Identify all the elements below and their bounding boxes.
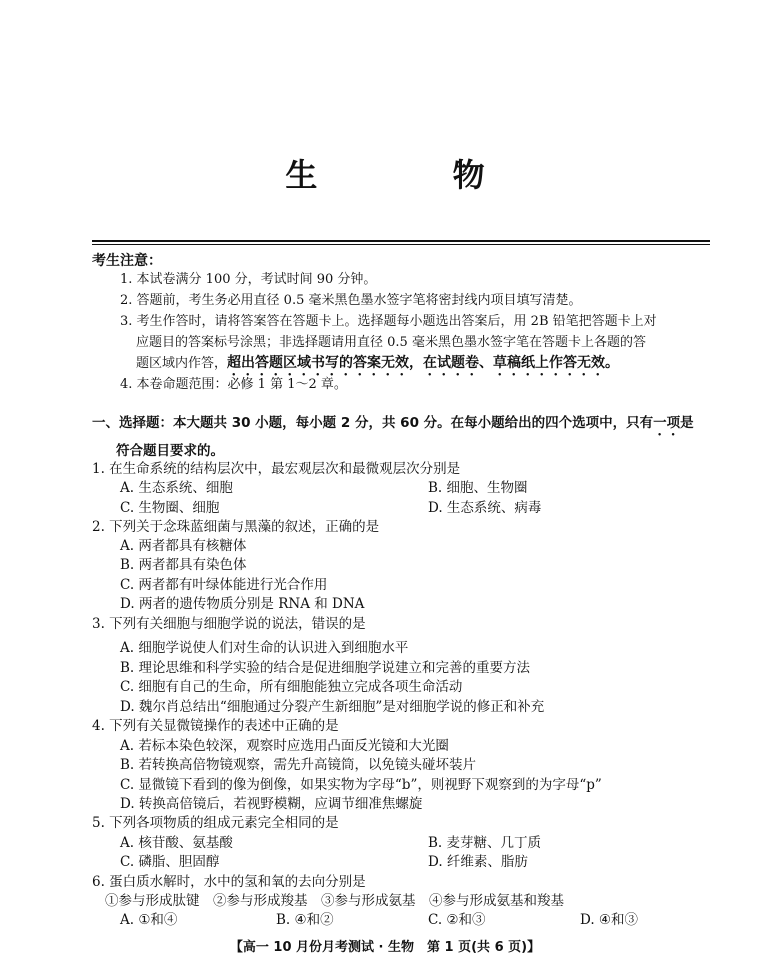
question-4-stem: 4. 下列有关显微镜操作的表述中正确的是	[92, 718, 339, 734]
question-3-option-c: C. 细胞有自己的生命，所有细胞能独立完成各项生命活动	[120, 679, 463, 695]
question-5-option-c: C. 磷脂、胆固醇	[120, 854, 220, 870]
question-3-option-d: D. 魏尔肖总结出“细胞通过分裂产生新细胞”是对细胞学说的修正和补充	[120, 699, 545, 715]
section-heading-tail: 是	[680, 415, 694, 431]
notice-item-3	[120, 311, 710, 379]
question-5-stem: 5. 下列各项物质的组成元素完全相同的是	[92, 815, 339, 831]
section-heading	[92, 411, 712, 463]
header-rule-thick	[92, 240, 710, 242]
question-2-stem: 2. 下列关于念珠蓝细菌与黑藻的叙述，正确的是	[92, 519, 380, 535]
question-3-option-a: A. 细胞学说使人们对生命的认识进入到细胞水平	[120, 640, 409, 656]
question-1-option-a: A. 生态系统、细胞	[120, 480, 233, 496]
question-4-option-d: D. 转换高倍镜后，若视野模糊，应调节细准焦螺旋	[120, 796, 423, 812]
question-1-stem: 1. 在生命系统的结构层次中，最宏观层次和最微观层次分别是	[92, 461, 461, 477]
question-3-option-b: B. 理论思维和科学实验的结合是促进细胞学说建立和完善的重要方法	[120, 660, 531, 676]
question-6-option-a: A. ①和④	[120, 912, 178, 928]
question-1-option-c: C. 生物圈、细胞	[120, 500, 220, 516]
header-rule-thin	[92, 244, 710, 245]
page-title: 生 物	[285, 156, 547, 194]
question-5-option-a: A. 核苷酸、氨基酸	[120, 835, 233, 851]
notice-heading: 考生注意：	[92, 253, 162, 269]
notice-item-1-text: 1. 本试卷满分 100 分，考试时间 90 分钟。	[120, 272, 377, 287]
question-4-option-c: C. 显微镜下看到的像为倒像，如果实物为字母“b”，则视野下观察到的为字母“p”	[120, 777, 602, 793]
question-3-stem: 3. 下列有关细胞与细胞学说的说法，错误的是	[92, 616, 366, 632]
notice-item-3-line-3-text: 题区域内作答，	[136, 356, 228, 371]
question-5-option-b: B. 麦芽糖、几丁质	[428, 835, 542, 851]
section-heading-emphasis: 一项	[653, 415, 681, 431]
page-footer: 【高一 10 月份月考测试 · 生物 第 1 页(共 6 页)】	[229, 940, 541, 955]
question-6-option-b: B. ④和②	[276, 912, 334, 928]
question-2-option-c: C. 两者都有叶绿体能进行光合作用	[120, 577, 328, 593]
notice-item-4-text: 4. 本卷命题范围：必修 1 第 1～2 章。	[120, 377, 347, 392]
question-2-option-b: B. 两者都具有染色体	[120, 557, 247, 573]
question-1-option-d: D. 生态系统、病毒	[428, 500, 542, 516]
notice-item-3-emphasis: 超出答题区域书写的答案无效，在试题卷、草稿纸上作答无效。	[227, 355, 620, 371]
section-heading-line-2: 符合题目要求的。	[116, 443, 224, 459]
notice-item-3-line-2: 应题目的答案标号涂黑；非选择题请用直径 0.5 毫米黑色墨水签字笔在答题卡上各题的答	[136, 335, 646, 350]
question-4-option-a: A. 若标本染色较深，观察时应选用凸面反光镜和大光圈	[120, 738, 449, 754]
notice-item-4	[120, 374, 710, 395]
question-6-option-c: C. ②和③	[428, 912, 486, 928]
question-6-option-d: D. ④和③	[580, 912, 639, 928]
notice-item-2	[120, 290, 710, 311]
notice-item-3-line-1: 3. 考生作答时，请将答案答在答题卡上。选择题每小题选出答案后，用 2B 铅笔把答题卡上对	[120, 314, 657, 329]
section-heading-text: 一、选择题：本大题共 30 小题，每小题 2 分，共 60 分。在每小题给出的四个选项中，只有	[92, 415, 654, 431]
question-2-option-a: A. 两者都具有核糖体	[120, 538, 247, 554]
question-4-option-b: B. 若转换高倍物镜观察，需先升高镜筒，以免镜头碰坏装片	[120, 757, 477, 773]
question-5-option-d: D. 纤维素、脂肪	[428, 854, 528, 870]
notice-item-2-text: 2. 答题前，考生务必用直径 0.5 毫米黑色墨水签字笔将密封线内项目填写清楚。	[120, 293, 582, 308]
question-2-option-d: D. 两者的遗传物质分别是 RNA 和 DNA	[120, 596, 365, 612]
question-6-choices: ①参与形成肽键 ②参与形成羧基 ③参与形成氨基 ④参与形成氨基和羧基	[105, 893, 564, 909]
question-6-stem: 6. 蛋白质水解时，水中的氢和氧的去向分别是	[92, 874, 366, 890]
question-1-option-b: B. 细胞、生物圈	[428, 480, 528, 496]
notice-item-1	[120, 269, 710, 290]
